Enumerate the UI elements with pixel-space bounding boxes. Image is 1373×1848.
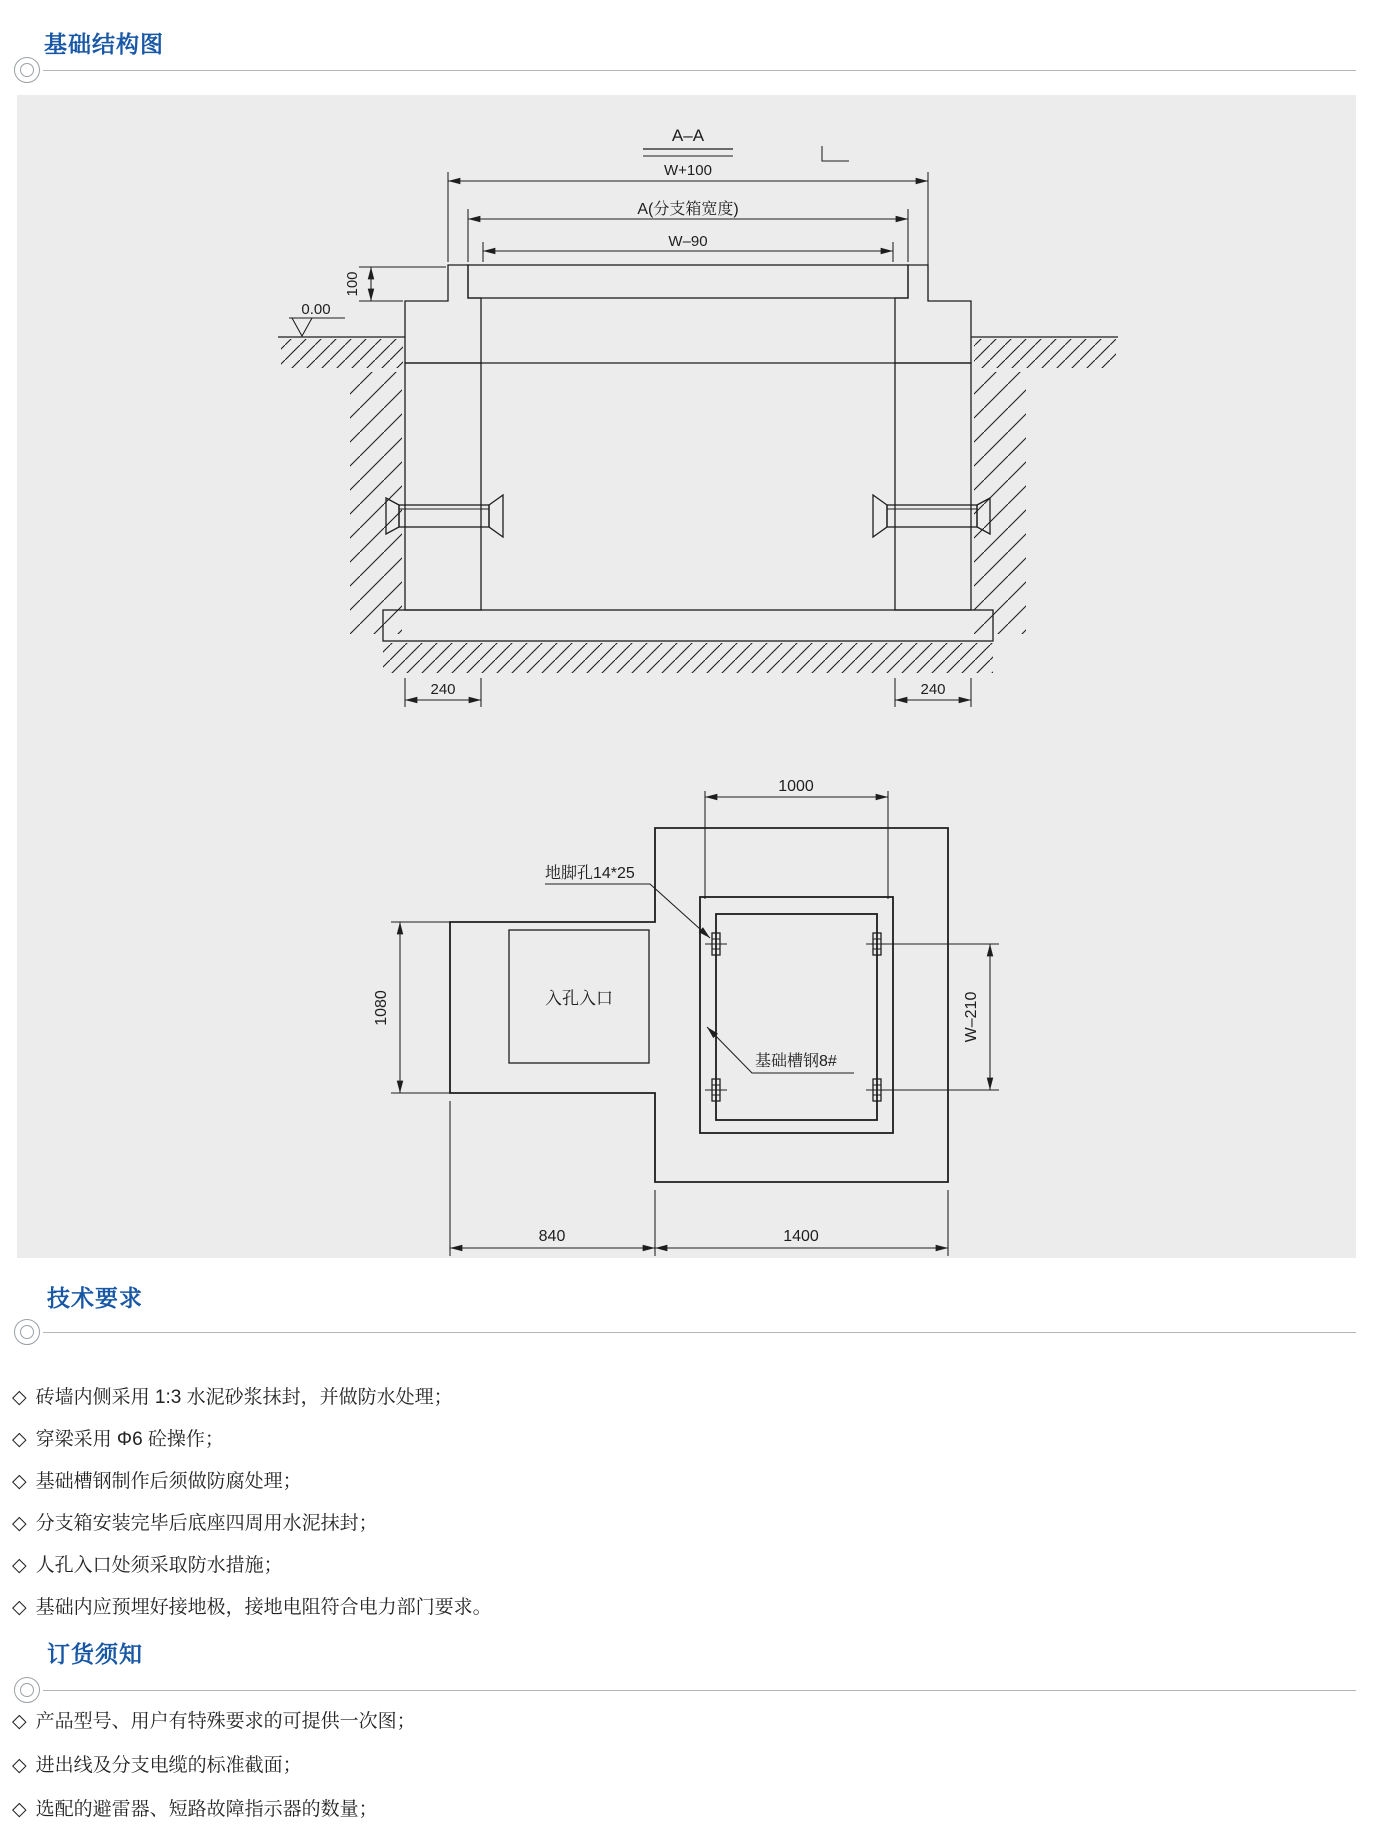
header-ring-icon: [14, 1677, 40, 1703]
anchor-hole-label: 地脚孔14*25: [545, 865, 635, 882]
channel-steel-frame-outer: [700, 897, 893, 1133]
header-ring-inner: [20, 1325, 34, 1339]
tech-item: [12, 1510, 378, 1538]
dim-240l-text: 240: [430, 681, 456, 698]
tech-item-text: 穿梁采用 Φ6 砼操作；: [35, 1429, 224, 1450]
dim-w100-text: W+100: [664, 162, 712, 179]
order-item-text: 产品型号、用户有特殊要求的可提供一次图；: [35, 1711, 416, 1732]
dim-100-text: 100: [344, 271, 361, 297]
order-item-text: 选配的避雷器、短路故障指示器的数量；: [35, 1799, 378, 1820]
diamond-bullet-icon: ◇: [12, 1711, 27, 1732]
diamond-bullet-icon: ◇: [12, 1799, 27, 1820]
through-beam-left: [386, 495, 503, 537]
tech-item: [12, 1594, 492, 1622]
header-ring-icon: [14, 1319, 40, 1345]
diamond-bullet-icon: ◇: [12, 1471, 27, 1492]
channel-steel-label: 基础槽钢8#: [755, 1053, 837, 1070]
level-text: 0.00: [301, 301, 331, 318]
structure-section-title: 基础结构图: [44, 31, 164, 57]
tech-item: [12, 1468, 302, 1496]
header-rule: [43, 70, 1356, 71]
foundation-drawing: [17, 95, 1356, 1258]
diamond-bullet-icon: ◇: [12, 1387, 27, 1408]
level-triangle-icon: [292, 318, 312, 336]
dim-1080-text: 1080: [373, 990, 390, 1026]
dim-840-text: 840: [538, 1228, 566, 1245]
plan-view: [373, 778, 999, 1256]
ground-hatch-left: [281, 339, 403, 368]
dim-a-text: A(分支箱宽度): [637, 201, 739, 218]
dim-1000-text: 1000: [778, 778, 814, 795]
dim-840: [450, 1101, 655, 1256]
header-rule: [43, 1332, 1356, 1333]
ground-hatch-right: [974, 339, 1116, 368]
channel-steel-callout: [707, 1027, 854, 1073]
anchor-bolts: [705, 933, 888, 1101]
order-item: [12, 1796, 378, 1824]
tech-item-text: 基础内应预埋好接地极，接地电阻符合电力部门要求。: [35, 1597, 492, 1618]
tech-section-title: 技术要求: [47, 1285, 143, 1311]
header-ring-inner: [20, 63, 34, 77]
concrete-shoulder-right: [895, 265, 971, 363]
concrete-shoulder-left: [405, 265, 481, 363]
diamond-bullet-icon: ◇: [12, 1755, 27, 1776]
dim-240-left: [405, 678, 481, 707]
tech-item-text: 人孔入口处须采取防水措施；: [35, 1555, 283, 1576]
footing-slab: [383, 610, 993, 641]
diamond-bullet-icon: ◇: [12, 1429, 27, 1450]
dim-w210: [884, 944, 999, 1090]
foundation-pad: [450, 828, 948, 1182]
tech-item-text: 砖墙内侧采用 1:3 水泥砂浆抹封，并做防水处理；: [35, 1387, 453, 1408]
top-slab: [468, 265, 908, 298]
section-view-label: A–A: [671, 126, 705, 145]
tech-item-text: 分支箱安装完毕后底座四周用水泥抹封；: [35, 1513, 378, 1534]
order-section-title: 订货须知: [47, 1641, 143, 1667]
cross-section-view: [278, 126, 1118, 707]
diamond-bullet-icon: ◇: [12, 1555, 27, 1576]
corner-mark: [822, 146, 849, 161]
order-item-text: 进出线及分支电缆的标准截面；: [35, 1755, 302, 1776]
brick-wall-left: [405, 363, 481, 610]
through-beam-right: [873, 495, 990, 537]
anchor-hole-callout: [545, 863, 710, 938]
diamond-bullet-icon: ◇: [12, 1513, 27, 1534]
dim-1400-text: 1400: [783, 1228, 819, 1245]
dim-1080: [373, 922, 452, 1093]
ground-hatch-below-footing: [383, 643, 993, 673]
dim-240r-text: 240: [920, 681, 946, 698]
order-item: [12, 1752, 302, 1780]
header-rule: [43, 1690, 1356, 1691]
tech-item: [12, 1384, 453, 1412]
tech-item: [12, 1426, 224, 1454]
dim-1000: [705, 778, 888, 899]
dim-1400: [655, 1190, 948, 1256]
order-item: [12, 1708, 416, 1736]
channel-steel-frame-inner: [716, 914, 877, 1120]
drawing-panel: [17, 95, 1356, 1258]
header-ring-icon: [14, 57, 40, 83]
dim-w90-text: W–90: [668, 233, 708, 250]
dim-w210-text: W–210: [963, 991, 980, 1043]
brick-wall-right: [895, 363, 971, 610]
tech-item: [12, 1552, 283, 1580]
header-ring-inner: [20, 1683, 34, 1697]
dim-240-right: [895, 678, 971, 707]
tech-item-text: 基础槽钢制作后须做防腐处理；: [35, 1471, 302, 1492]
manhole-label: 入孔入口: [545, 989, 613, 1008]
diamond-bullet-icon: ◇: [12, 1597, 27, 1618]
